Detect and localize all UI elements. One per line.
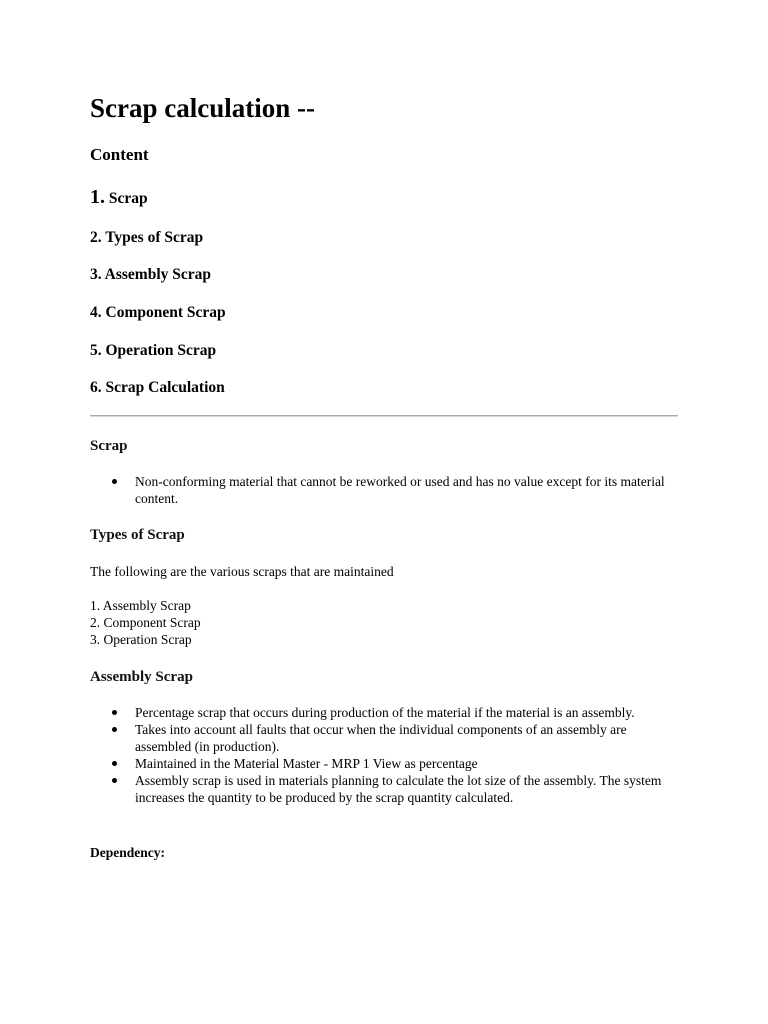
toc-number: 2. bbox=[90, 229, 102, 246]
toc-number: 4. bbox=[90, 304, 102, 321]
types-numbered-list bbox=[90, 597, 201, 648]
list-item bbox=[90, 721, 678, 755]
toc-number: 1. bbox=[90, 186, 105, 208]
toc-label: Scrap Calculation bbox=[105, 379, 225, 396]
list-item-text: Maintained in the Material Master - MRP 1 View as percentage bbox=[135, 756, 478, 771]
list-item-text: Assembly scrap is used in materials planning to calculate the lot size of the assembly. The system increases the quantity to be produced by the scrap quantity calculated. bbox=[135, 773, 662, 805]
assembly-bullet-list bbox=[90, 704, 678, 806]
toc-item-operation-scrap bbox=[90, 341, 216, 361]
section-heading-types-of-scrap: Types of Scrap bbox=[90, 527, 185, 543]
toc-number: 6. bbox=[90, 379, 102, 396]
horizontal-divider bbox=[90, 415, 678, 417]
toc-number: 3. bbox=[90, 266, 102, 283]
list-item bbox=[90, 704, 678, 721]
title-suffix: -- bbox=[297, 93, 315, 123]
toc-label: Types of Scrap bbox=[105, 229, 204, 246]
toc-item-component-scrap bbox=[90, 303, 226, 323]
list-item-text: Non-conforming material that cannot be reworked or used and has no value except for its material content. bbox=[135, 474, 665, 506]
toc-label: Operation Scrap bbox=[105, 342, 217, 359]
list-item: 3. Operation Scrap bbox=[90, 632, 192, 647]
bullet-icon bbox=[112, 479, 117, 484]
content-heading: Content bbox=[90, 145, 149, 164]
toc-item-scrap-calculation bbox=[90, 378, 225, 398]
toc-item-types-of-scrap bbox=[90, 228, 203, 248]
list-item-text: Percentage scrap that occurs during production of the material if the material is an assembly. bbox=[135, 705, 635, 720]
scrap-bullet-list bbox=[90, 473, 678, 507]
bullet-icon bbox=[112, 778, 117, 783]
list-item-text: Takes into account all faults that occur when the individual components of an assembly are assembled (in production). bbox=[135, 722, 627, 754]
toc-number: 5. bbox=[90, 342, 102, 359]
toc-label: Scrap bbox=[108, 190, 148, 207]
list-item bbox=[90, 473, 678, 507]
section-heading-scrap: Scrap bbox=[90, 438, 128, 454]
toc-label: Component Scrap bbox=[105, 304, 226, 321]
bullet-icon bbox=[112, 710, 117, 715]
page-title bbox=[90, 90, 315, 126]
title-text: Scrap calculation bbox=[90, 93, 291, 123]
section-heading-assembly-scrap: Assembly Scrap bbox=[90, 669, 193, 685]
toc-item-assembly-scrap bbox=[90, 265, 211, 285]
types-intro-text: The following are the various scraps that are maintained bbox=[90, 564, 394, 579]
bullet-icon bbox=[112, 727, 117, 732]
bullet-icon bbox=[112, 761, 117, 766]
list-item: 2. Component Scrap bbox=[90, 615, 201, 630]
list-item bbox=[90, 772, 678, 806]
list-item: 1. Assembly Scrap bbox=[90, 598, 191, 613]
list-item bbox=[90, 755, 678, 772]
toc-item-scrap bbox=[90, 187, 148, 209]
toc-label: Assembly Scrap bbox=[104, 266, 212, 283]
dependency-label: Dependency: bbox=[90, 845, 165, 860]
